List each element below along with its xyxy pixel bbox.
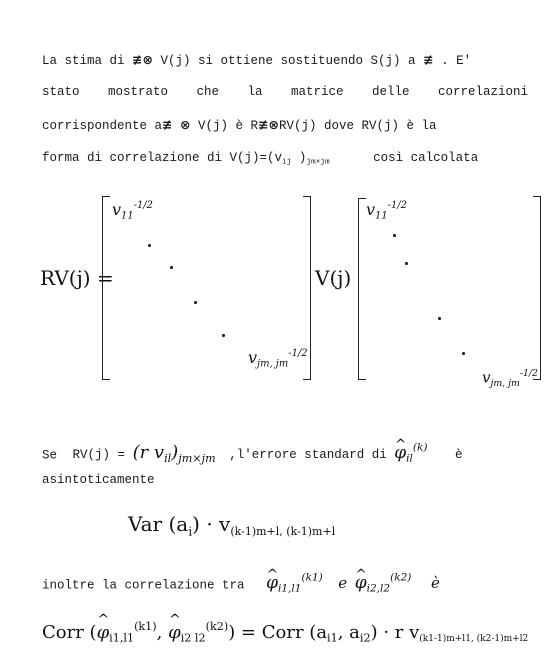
phi: ^ φ (97, 622, 110, 643)
text-fragment: V(j) si ottiene sostituendo S(j) a (160, 54, 416, 68)
text-fragment: . E' (441, 54, 472, 68)
diagonal-dot (438, 317, 441, 320)
phi-2 (354, 572, 412, 596)
entry-symbol: v (248, 348, 258, 367)
correlation-formula (42, 620, 528, 645)
superscript: (k) (412, 442, 428, 454)
estimator-symbol: ≢ (423, 52, 434, 67)
estimator-symbol: ≢ (162, 117, 173, 132)
matrix-entry-bottom (248, 348, 308, 369)
text-line-6: asintoticamente (42, 473, 155, 487)
subscript: jm, jm (257, 358, 289, 370)
entry-symbol: v (112, 200, 122, 219)
superscript: -1/2 (133, 200, 153, 212)
subscript: jm×jm (306, 158, 330, 167)
eq-word: è (430, 574, 440, 593)
subscript: i1,l1 (109, 631, 135, 645)
entry-symbol: v (482, 368, 491, 387)
expr: , (156, 621, 163, 643)
subscript: jm×jm (178, 452, 216, 466)
and-word: e (338, 574, 348, 593)
text-fragment: La stima di (42, 54, 125, 68)
estimator-symbol: ≢ (258, 117, 269, 132)
superscript: (k1) (134, 620, 157, 633)
text-line-4 (42, 150, 528, 171)
phi: ^ φ (266, 575, 278, 591)
diagonal-dot (222, 334, 225, 337)
text-fragment: ,l'errore standard di (229, 448, 387, 463)
text-fragment: è (455, 448, 463, 463)
expr: ) (171, 442, 179, 464)
left-bracket (102, 196, 110, 380)
subscript: (k-1)m+l, (k-1)m+l (230, 524, 336, 538)
matrix-entry-bottom (482, 368, 538, 389)
diagonal-dot (393, 234, 396, 237)
subscript: il (164, 452, 172, 466)
matrix-entry-top (366, 200, 407, 221)
text-fragment: RV(j) = (72, 448, 126, 463)
diagonal-dot (170, 266, 173, 269)
subscript: i2,l2 (366, 583, 391, 596)
r-expression (132, 442, 216, 466)
phi-symbol (394, 442, 428, 466)
diagonal-dot (194, 301, 197, 304)
diagonal-dot (405, 262, 408, 265)
otimes-symbol: ⊗ (142, 52, 153, 67)
phi-1 (266, 572, 323, 596)
entry-symbol: v (366, 200, 376, 219)
superscript: (k2) (390, 572, 412, 584)
otimes-symbol: ⊗ (268, 117, 280, 132)
superscript: -1/2 (387, 200, 407, 212)
matrix-entry-top (112, 200, 153, 221)
subscript: 11 (375, 210, 388, 222)
phi: ^ φ (394, 445, 406, 461)
expr: Var (a (128, 512, 189, 536)
text-line-2: stato mostrato che la matrice delle correlazioni (42, 85, 528, 99)
matrix-middle: V(j) (315, 266, 352, 290)
subscript: i1,l1 (277, 583, 302, 596)
expr: Corr (a (261, 621, 328, 643)
subscript: jm, jm (490, 377, 520, 389)
expr: Corr ( (42, 621, 97, 643)
text-fragment: corrispondente a (42, 119, 163, 133)
subscript: i2 (359, 631, 371, 645)
subscript: ij (282, 158, 292, 167)
text-line-1 (42, 52, 528, 69)
text-fragment: RV(j) dove RV(j) è la (279, 119, 437, 133)
text-fragment: ) (298, 151, 307, 165)
expr: ) = (228, 621, 257, 643)
subscript: 11 (121, 210, 134, 222)
variance-formula (128, 512, 335, 538)
phi: ^ φ (168, 622, 181, 643)
text-line-5 (42, 440, 528, 467)
text-fragment: inoltre la correlazione tra (42, 578, 245, 593)
text-fragment: così calcolata (373, 151, 479, 165)
left-bracket (358, 198, 366, 380)
text-fragment: forma di correlazione di V(j)=(v (42, 151, 283, 165)
text-line-7 (42, 570, 528, 597)
expr: ) · v (192, 512, 231, 536)
subscript: i1 (327, 631, 338, 645)
superscript: -1/2 (519, 368, 538, 379)
matrix-lhs: RV(j) = (40, 266, 114, 290)
subscript: il (406, 453, 413, 466)
expr: , a (337, 621, 360, 643)
superscript: (k1) (301, 572, 323, 584)
diagonal-dot (148, 244, 151, 247)
superscript: (k2) (205, 620, 229, 633)
otimes-symbol: ⊗ (180, 117, 191, 132)
phi: ^ φ (355, 575, 367, 591)
subscript: i2 l2 (180, 631, 206, 645)
diagonal-dot (462, 352, 465, 355)
expr: ) · r v (370, 621, 420, 643)
superscript: -1/2 (288, 348, 308, 360)
estimator-symbol: ≢ (132, 52, 143, 67)
text-fragment: Se (42, 448, 58, 463)
right-bracket (533, 196, 541, 380)
subscript: i (188, 523, 193, 539)
text-line-3 (42, 117, 528, 134)
expr: (r v (132, 442, 165, 464)
subscript: (k1-1)m+l1, (k2-1)m+l2 (419, 633, 529, 644)
text-fragment: V(j) è R (198, 119, 259, 133)
